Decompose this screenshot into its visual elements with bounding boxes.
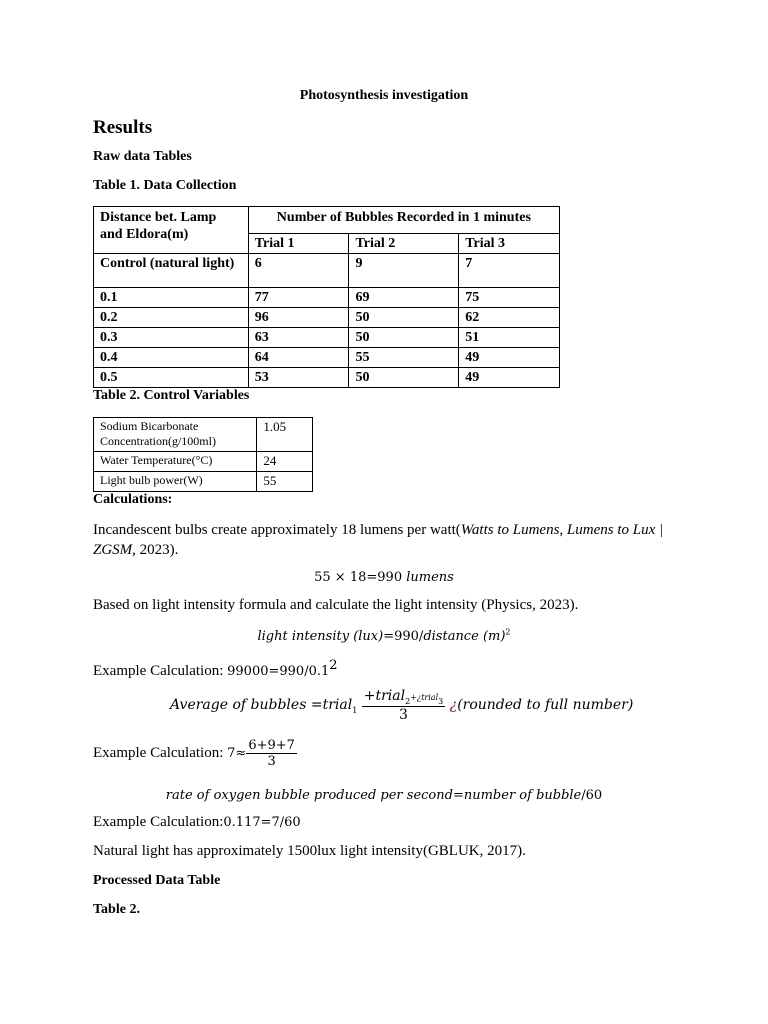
oxygen-rate-equation: rate of oxygen bubble produced per second=number of bubble/60 xyxy=(165,788,603,803)
trial-3-value: 49 xyxy=(459,368,560,388)
trial-1-value: 64 xyxy=(248,348,349,368)
trial-3-value: 62 xyxy=(459,308,560,328)
table-row xyxy=(94,254,560,288)
trial-2-value: 55 xyxy=(349,348,459,368)
table-row xyxy=(94,368,560,388)
trial-1-header: Trial 1 xyxy=(248,234,349,254)
table2-caption: Table 2. Control Variables xyxy=(93,388,250,403)
trial-1-value: 53 xyxy=(248,368,349,388)
trial-1-value: 63 xyxy=(248,328,349,348)
distance-column-header: Distance bet. Lamp and Eldora(m) xyxy=(94,207,249,254)
table-row xyxy=(94,418,313,452)
variable-name: Water Temperature(°C) xyxy=(94,452,257,472)
row-label: 0.1 xyxy=(94,288,249,308)
table-row xyxy=(94,348,560,368)
row-label: 0.2 xyxy=(94,308,249,328)
results-heading: Results xyxy=(93,117,153,138)
processed-data-heading: Processed Data Table xyxy=(93,873,221,888)
trial-2-value: 50 xyxy=(349,328,459,348)
table-row xyxy=(94,308,560,328)
citation: Watts to Lumens, Lumens to Lux | ZGSM xyxy=(93,522,664,558)
row-label: Control (natural light) xyxy=(94,254,249,288)
example-calculation-3: Example Calculation:0.117=7/60 xyxy=(93,814,301,830)
data-collection-table xyxy=(93,206,560,388)
control-variables-table xyxy=(93,417,313,492)
light-intensity-equation: light intensity (lux)=990/distance $(m)^2$ xyxy=(257,627,511,644)
row-label: 0.3 xyxy=(94,328,249,348)
raw-data-heading: Raw data Tables xyxy=(93,149,192,164)
bulb-lumens-paragraph: Incandescent bulbs create approximately 18 lumens per watt(Watts to Lumens, Lumens to Lux | ZGSM, 2023). xyxy=(93,522,664,558)
natural-light-paragraph: Natural light has approximately 1500lux light intensity(GBLUK, 2017). xyxy=(93,843,526,859)
light-intensity-paragraph: Based on light intensity formula and calculate the light intensity (Physics, 2023). xyxy=(93,597,579,613)
trial-3-value: 51 xyxy=(459,328,560,348)
example-calculation-2: Example Calculation: 7≈ $\frac{6+9+7}{3}$ xyxy=(93,738,295,769)
trial-3-header: Trial 3 xyxy=(459,234,560,254)
trial-1-value: 96 xyxy=(248,308,349,328)
variable-value: 1.05 xyxy=(257,418,313,452)
trial-3-value: 49 xyxy=(459,348,560,368)
trial-1-value: 6 xyxy=(248,254,349,288)
table1-caption: Table 1. Data Collection xyxy=(93,178,237,193)
trial-2-value: 50 xyxy=(349,368,459,388)
bubbles-group-header: Number of Bubbles Recorded in 1 minutes xyxy=(248,207,559,234)
row-label: 0.4 xyxy=(94,348,249,368)
trial-2-value: 50 xyxy=(349,308,459,328)
table-row xyxy=(94,472,313,492)
calculations-heading: Calculations: xyxy=(93,492,173,507)
trial-2-header: Trial 2 xyxy=(349,234,459,254)
trial-1-value: 77 xyxy=(248,288,349,308)
lumens-equation: 55 × 18=990 lumens xyxy=(314,570,454,585)
table-row xyxy=(94,328,560,348)
variable-value: 24 xyxy=(257,452,313,472)
trial-2-value: 69 xyxy=(349,288,459,308)
example-calculation-1: Example Calculation: $99000=990/0.1^2$ xyxy=(93,658,338,679)
trial-2-value: 9 xyxy=(349,254,459,288)
variable-name: Sodium Bicarbonate Concentration(g/100ml) xyxy=(94,418,257,452)
trial-3-value: 7 xyxy=(459,254,560,288)
table3-caption: Table 2. xyxy=(93,902,140,917)
variable-value: 55 xyxy=(257,472,313,492)
table-row xyxy=(94,288,560,308)
variable-name: Light bulb power(W) xyxy=(94,472,257,492)
trial-3-value: 75 xyxy=(459,288,560,308)
table-row xyxy=(94,452,313,472)
average-bubbles-equation: Average of bubbles =trial$_1$ $\frac{+trial_2+¿trial_3}{3}$ ¿(rounded to full number) xyxy=(170,688,634,723)
row-label: 0.5 xyxy=(94,368,249,388)
document-title: Photosynthesis investigation xyxy=(299,88,469,103)
